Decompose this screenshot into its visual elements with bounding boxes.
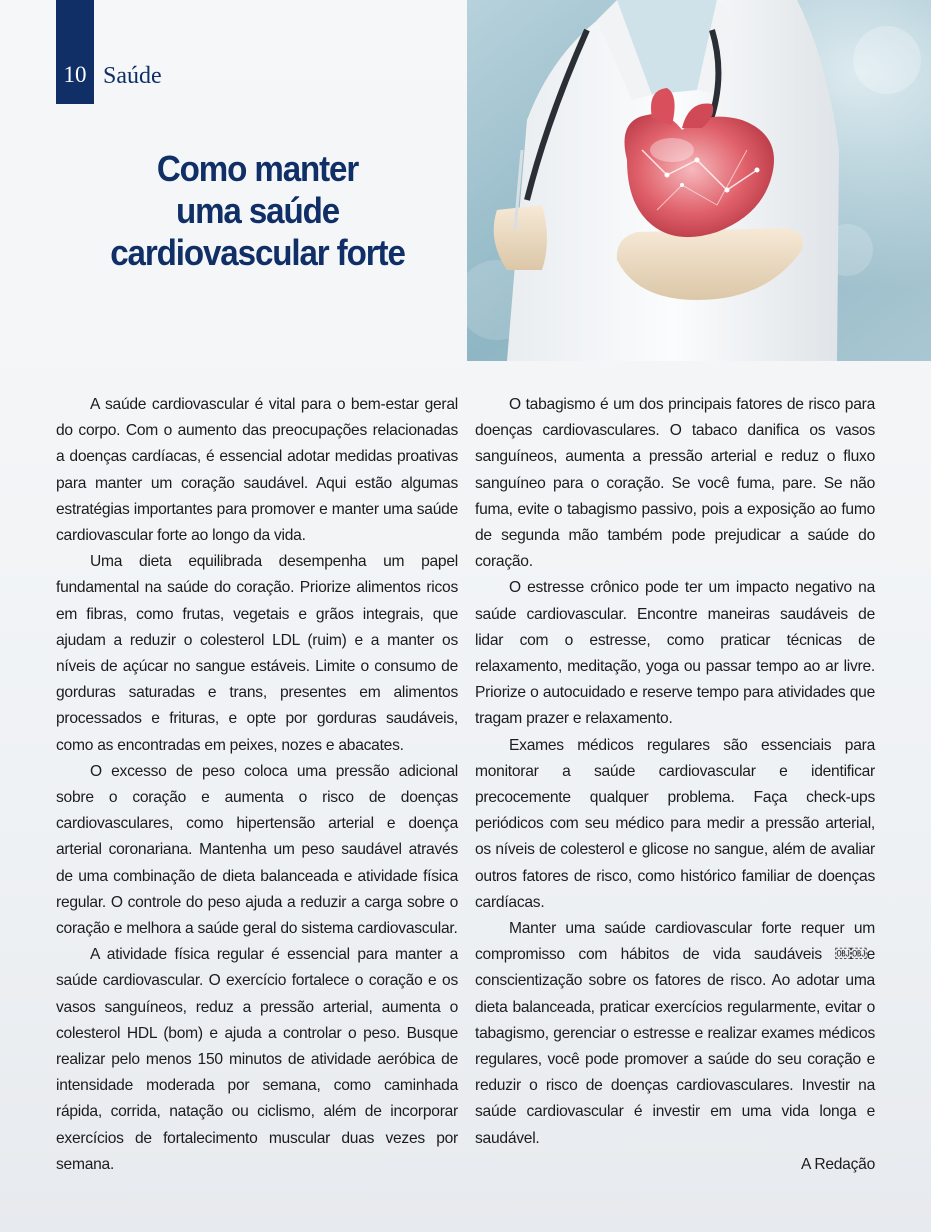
article-title [76, 148, 439, 274]
article-title-line: uma saúde [175, 190, 340, 231]
page-number: 10 [63, 62, 87, 87]
section-name: Saúde [103, 63, 162, 89]
body-paragraph: A atividade física regular é essencial para manter a saúde cardiovascular. O exercício fortalece o coração e os vasos sanguíneos, reduz a pressão arterial, aumenta o colesterol HDL (bom) e ajuda a controlar o peso. Busque realizar pelo menos 150 minutos de atividade aeróbica de intensidade moderada por semana, como caminhada rápida, corrida, natação ou ciclismo, além de incorporar exercícios de fortalecimento muscular duas vezes por semana. [56, 946, 458, 1173]
article-title-line: cardiovascular forte [110, 232, 405, 273]
left-text-column [56, 392, 458, 1178]
body-paragraph: A saúde cardiovascular é vital para o bem-estar geral do corpo. Com o aumento das preocupações relacionadas a doenças cardíacas, é essencial adotar medidas proativas para manter um coração saudável. Aqui estão algumas estratégias importantes para promover e manter uma saúde cardiovascular forte ao longo da vida. [56, 396, 458, 545]
body-paragraph: O excesso de peso coloca uma pressão adicional sobre o coração e aumenta o risco de doenças cardiovasculares, como hipertensão arterial e doença arterial coronariana. Mantenha um peso saudável através de uma combinação de dieta balanceada e atividade física regular. O controle do peso ajuda a reduzir a carga sobre o coração e melhora a saúde geral do sistema cardiovascular. [56, 762, 458, 938]
body-paragraph: O tabagismo é um dos principais fatores de risco para doenças cardiovasculares. O tabaco danifica os vasos sanguíneos, aumenta a pressão arterial e reduz o fluxo sanguíneo para o coração. Se você fuma, pare. Se não fuma, evite o tabagismo passivo, pois a exposição ao fumo de segunda mão também pode prejudicar a saúde do coração. [475, 396, 875, 571]
article-title-line: Como manter [156, 148, 359, 189]
body-paragraph: Uma dieta equilibrada desempenha um papel fundamental na saúde do coração. Priorize alimentos ricos em fibras, como frutas, vegetais e grãos integrais, que ajudam a reduzir o colesterol LDL (ruim) e a manter os níveis de açúcar no sangue estáveis. Limite o consumo de gorduras saturadas e trans, presentes em alimentos processados e frituras, e opte por gorduras saudáveis, como as encontradas em peixes, nozes e abacates. [56, 553, 458, 754]
article-signature: A Redação [800, 1155, 875, 1173]
right-text-column [475, 392, 875, 1178]
page-number-tab [56, 0, 94, 104]
body-paragraph: O estresse crônico pode ter um impacto negativo na saúde cardiovascular. Encontre maneiras saudáveis de lidar com o estresse, como praticar técnicas de relaxamento, meditação, yoga ou passar tempo ao ar livre. Priorize o autocuidado e reserve tempo para atividades que tragam prazer e relaxamento. [475, 579, 875, 728]
body-paragraph: Exames médicos regulares são essenciais para monitorar a saúde cardiovascular e identificar precocemente qualquer problema. Faça check-ups periódicos com seu médico para medir a pressão arterial, os níveis de colesterol e glicose no sangue, além de avaliar outros fatores de risco, como histórico familiar de doenças cardíacas. [475, 736, 875, 911]
body-paragraph: Manter uma saúde cardiovascular forte requer um compromisso com hábitos de vida saudáveis ￼￼e conscientização sobre os fatores de risco. Ao adotar uma dieta balanceada, praticar exercícios regularmente, evitar o tabagismo, gerenciar o estresse e realizar exames médicos regulares, você pode promover a saúde do seu coração e reduzir o risco de doenças cardiovasculares. Investir na saúde cardiovascular é investir em uma vida longa e saudável. [475, 920, 875, 1147]
doctor-holding-heart-illustration [467, 0, 931, 361]
